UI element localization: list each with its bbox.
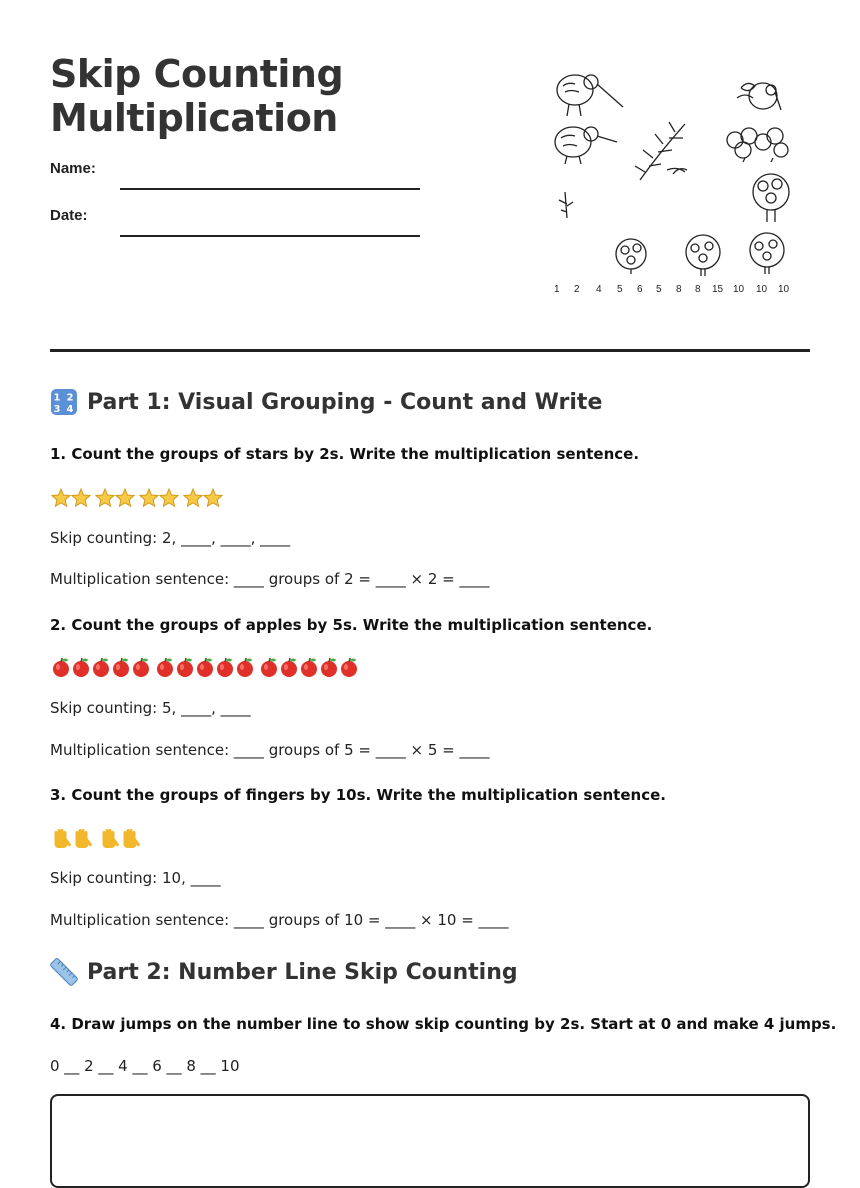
star-icon bbox=[160, 489, 178, 506]
raised-hand-icon bbox=[55, 829, 72, 848]
apple-icon bbox=[261, 658, 277, 677]
apple-icon bbox=[93, 658, 109, 677]
question-1-sentence: Multiplication sentence: ____ groups of 2 = ____ × 2 = ____ bbox=[50, 570, 490, 588]
svg-text:1: 1 bbox=[53, 392, 61, 404]
date-line[interactable] bbox=[120, 235, 420, 237]
apple-icon bbox=[53, 658, 69, 677]
title-line-1: Skip Counting bbox=[50, 52, 344, 96]
question-3-sentence: Multiplication sentence: ____ groups of 10 = ____ × 10 = ____ bbox=[50, 911, 509, 929]
apple-icon bbox=[73, 658, 89, 677]
apple-icon bbox=[321, 658, 337, 677]
part2-heading bbox=[50, 958, 518, 986]
svg-text:2: 2 bbox=[66, 392, 74, 404]
illustration-number: 8 bbox=[676, 284, 682, 295]
apple-icon bbox=[341, 658, 357, 677]
illustration-number: 5 bbox=[617, 284, 623, 295]
question-4-prompt: 4. Draw jumps on the number line to show skip counting by 2s. Start at 0 and make 4 jumps. bbox=[50, 1015, 837, 1033]
title-line-2: Multiplication bbox=[50, 96, 338, 140]
question-2-prompt: 2. Count the groups of apples by 5s. Write the multiplication sentence. bbox=[50, 616, 653, 634]
apple-icon bbox=[133, 658, 149, 677]
flowering-tree-icon bbox=[753, 174, 789, 222]
illustration-number: 4 bbox=[596, 284, 602, 295]
question-2-skip-counting: Skip counting: 5, ____, ____ bbox=[50, 699, 251, 717]
apple-icon bbox=[113, 658, 129, 677]
apple-icon bbox=[177, 658, 193, 677]
star-icon bbox=[140, 489, 158, 506]
kiwi-nature-illustration bbox=[545, 62, 805, 302]
header-divider bbox=[50, 349, 810, 352]
illustration-number: 6 bbox=[637, 284, 643, 295]
question-2-sentence: Multiplication sentence: ____ groups of 5 = ____ × 5 = ____ bbox=[50, 741, 490, 759]
raised-hand-icon bbox=[103, 829, 120, 848]
illustration-number: 15 bbox=[712, 284, 724, 295]
input-numbers-icon bbox=[50, 388, 78, 416]
raised-hand-icon bbox=[76, 829, 93, 848]
apple-icon bbox=[281, 658, 297, 677]
question-3-prompt: 3. Count the groups of fingers by 10s. Write the multiplication sentence. bbox=[50, 786, 666, 804]
raised-hand-icon bbox=[124, 829, 141, 848]
kiwi-bird-icon bbox=[557, 75, 623, 116]
star-groups bbox=[50, 487, 224, 509]
question-3-skip-counting: Skip counting: 10, ____ bbox=[50, 869, 221, 887]
apple-groups bbox=[50, 657, 360, 679]
illustration-number: 10 bbox=[756, 284, 768, 295]
kiwi-bird-icon bbox=[737, 83, 781, 110]
illustration-number: 10 bbox=[733, 284, 745, 295]
part1-heading-text: Part 1: Visual Grouping - Count and Write bbox=[87, 389, 603, 415]
illustration-number: 10 bbox=[778, 284, 790, 295]
svg-text:3: 3 bbox=[53, 404, 61, 415]
answer-drawing-box[interactable] bbox=[50, 1094, 810, 1188]
star-icon bbox=[72, 489, 90, 506]
date-label: Date: bbox=[50, 207, 88, 224]
date-field[interactable] bbox=[50, 207, 420, 237]
name-field[interactable] bbox=[50, 160, 420, 190]
apple-icon bbox=[197, 658, 213, 677]
illustration-number: 1 bbox=[554, 284, 560, 295]
illustration-number: 2 bbox=[574, 284, 580, 295]
part1-heading bbox=[50, 388, 602, 416]
apple-icon bbox=[237, 658, 253, 677]
hand-groups bbox=[50, 827, 142, 849]
question-1-prompt: 1. Count the groups of stars by 2s. Write the multiplication sentence. bbox=[50, 445, 640, 463]
name-line[interactable] bbox=[120, 188, 420, 190]
name-label: Name: bbox=[50, 160, 96, 177]
illustration-number: 8 bbox=[695, 284, 701, 295]
apple-icon bbox=[157, 658, 173, 677]
ruler-icon bbox=[50, 958, 78, 986]
star-icon bbox=[204, 489, 222, 506]
apple-icon bbox=[217, 658, 233, 677]
part2-heading-text: Part 2: Number Line Skip Counting bbox=[87, 959, 518, 985]
illustration-number-row bbox=[545, 284, 805, 298]
star-icon bbox=[116, 489, 134, 506]
star-icon bbox=[184, 489, 202, 506]
kiwi-bird-icon bbox=[555, 127, 617, 164]
star-icon bbox=[96, 489, 114, 506]
flowering-tree-icon bbox=[616, 239, 646, 274]
illustration-number: 5 bbox=[656, 284, 662, 295]
star-icon bbox=[52, 489, 70, 506]
flowering-tree-icon bbox=[750, 233, 784, 274]
svg-text:4: 4 bbox=[66, 404, 74, 415]
page-title bbox=[50, 52, 343, 140]
question-1-skip-counting: Skip counting: 2, ____, ____, ____ bbox=[50, 529, 291, 547]
fern-icon bbox=[559, 122, 687, 218]
apple-icon bbox=[301, 658, 317, 677]
flowering-tree-icon bbox=[686, 235, 720, 276]
flowering-shrub-icon bbox=[727, 128, 788, 162]
question-4-number-line: 0 __ 2 __ 4 __ 6 __ 8 __ 10 bbox=[50, 1057, 240, 1075]
